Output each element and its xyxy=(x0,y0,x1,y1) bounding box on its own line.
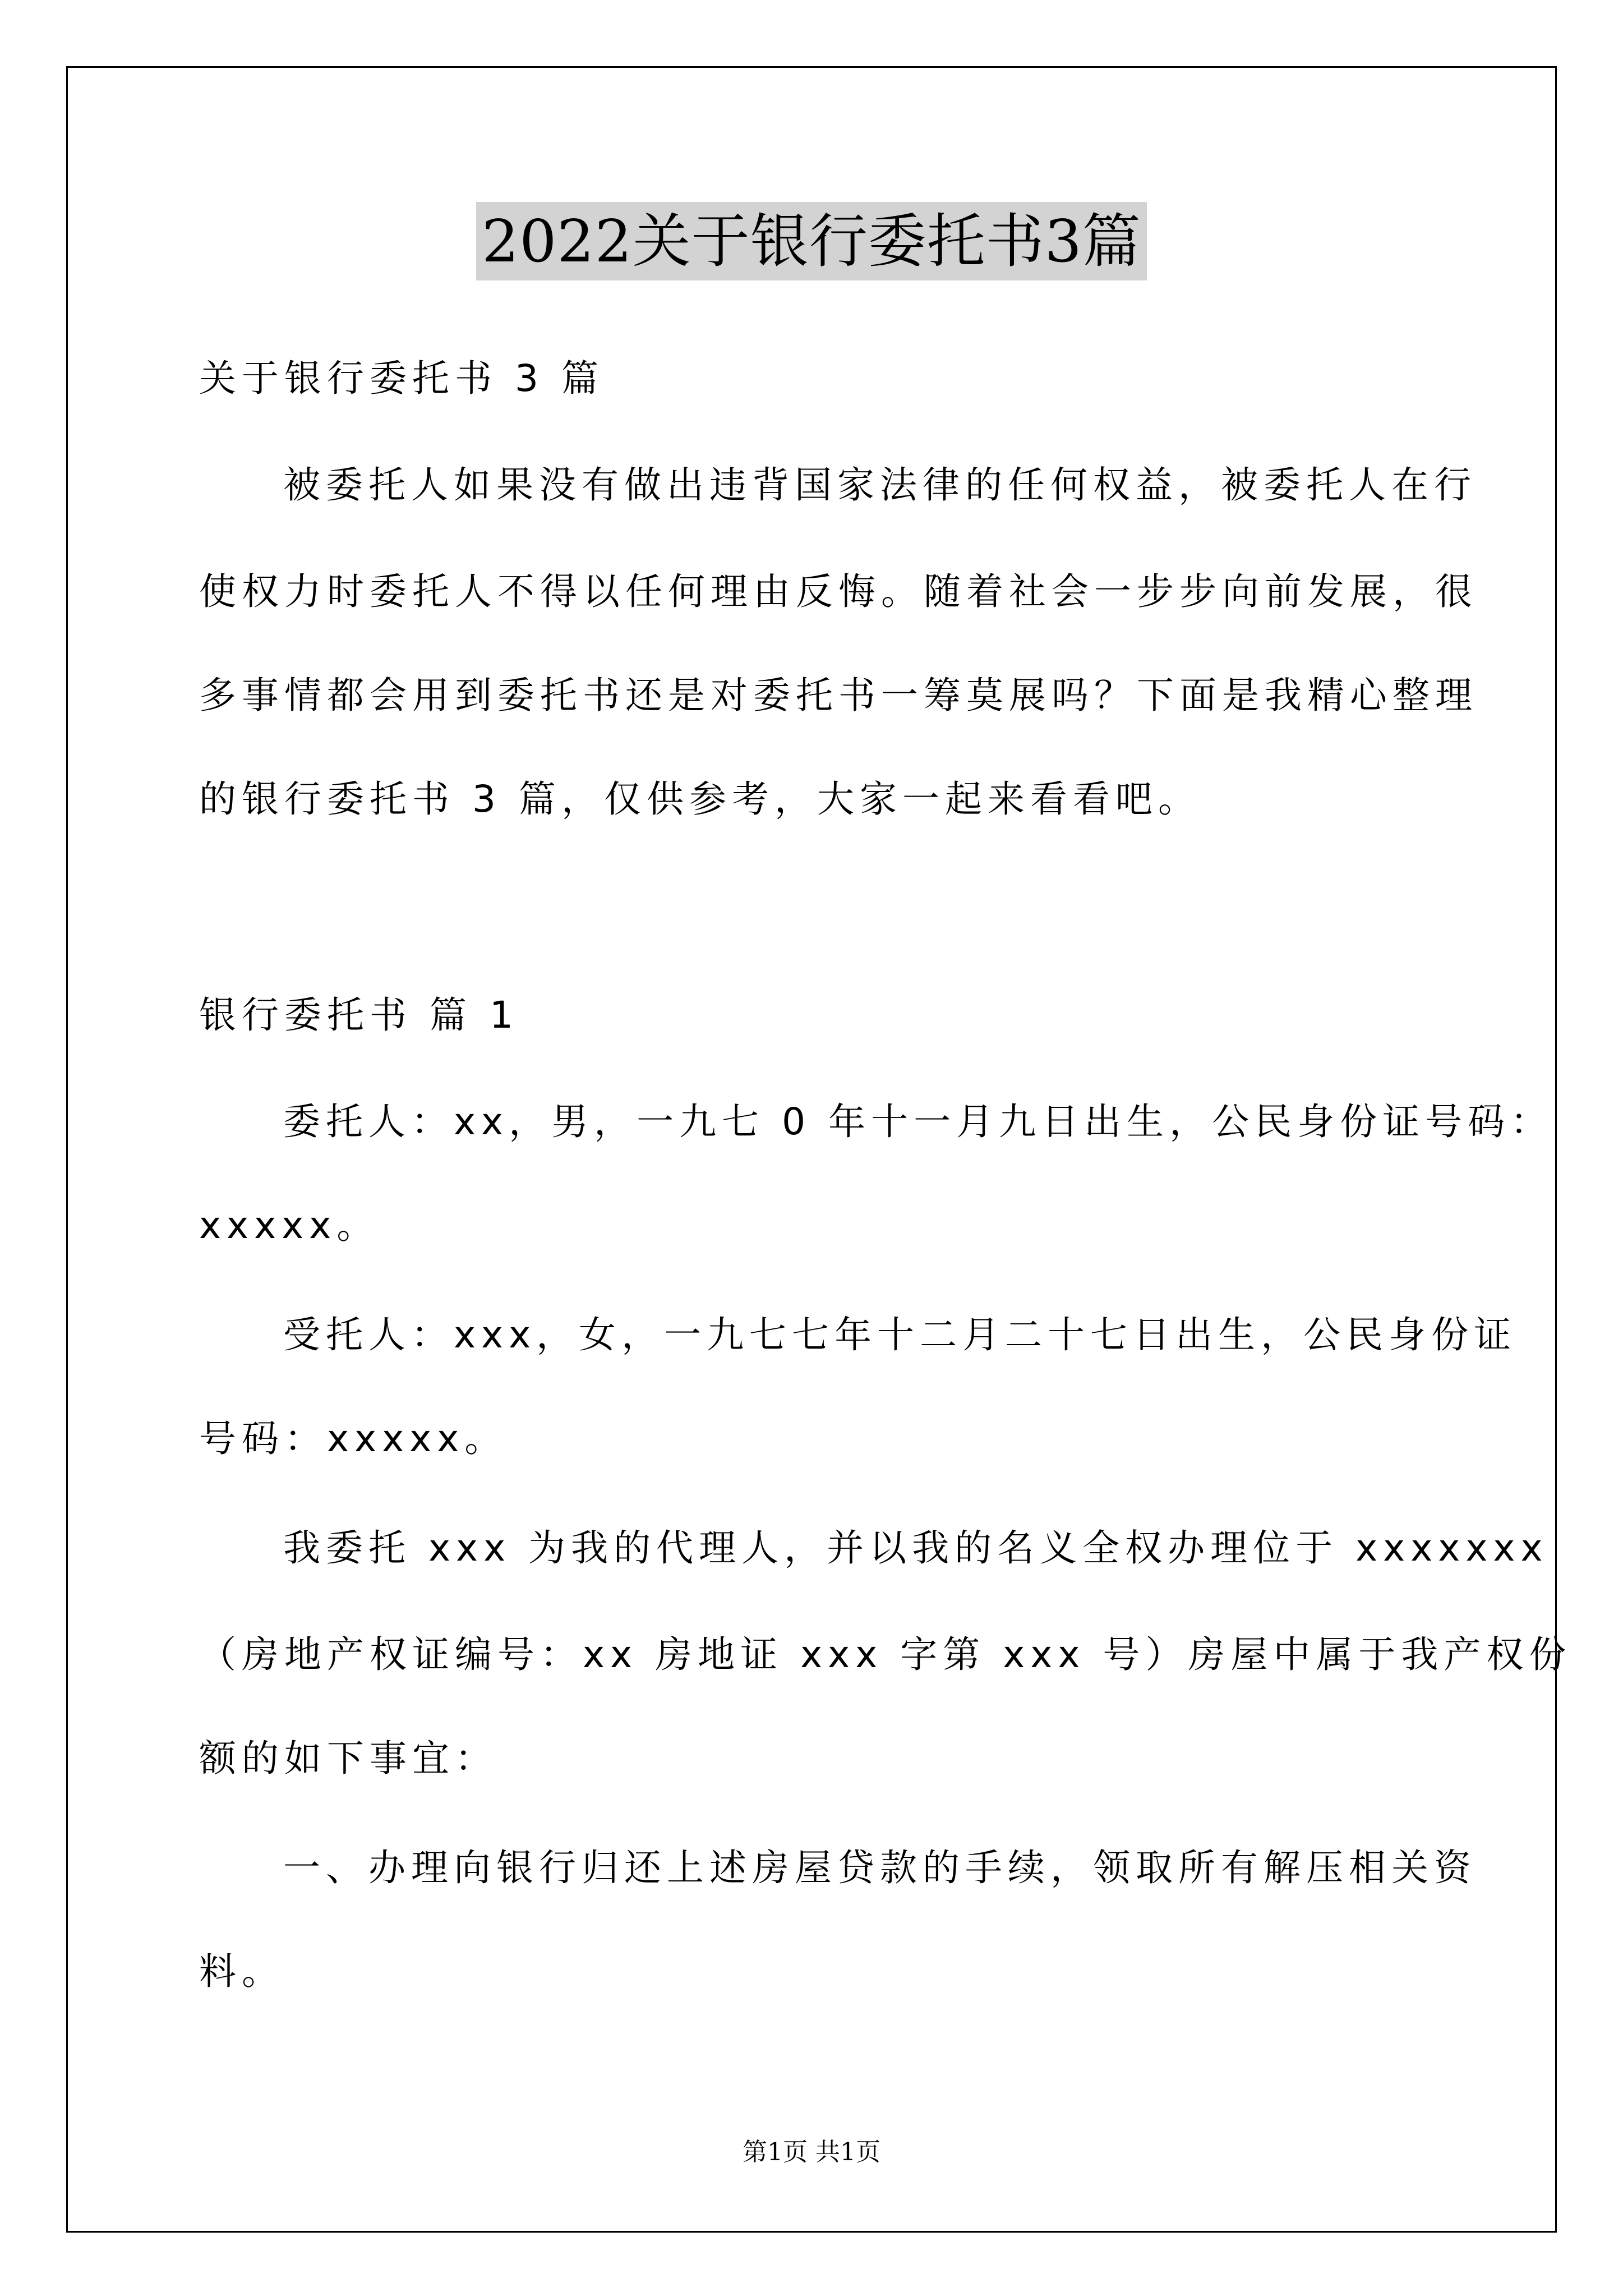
paragraph-line: xxxxx。 xyxy=(199,1204,380,1247)
subtitle-line: 关于银行委托书 3 篇 xyxy=(199,357,604,400)
paragraph-line: 号码：xxxxx。 xyxy=(199,1417,508,1460)
page-footer: 第1页 共1页 xyxy=(743,2138,880,2166)
paragraph-line: 委托人：xx，男，一九七 0 年十一月九日出生，公民身份证号码： xyxy=(283,1100,1553,1143)
paragraph-line: 多事情都会用到委托书还是对委托书一筹莫展吗？下面是我精心整理 xyxy=(199,674,1478,717)
paragraph-line: 一、办理向银行归还上述房屋贷款的手续，领取所有解压相关资 xyxy=(283,1846,1477,1889)
paragraph-line: 额的如下事宜： xyxy=(199,1737,497,1780)
paragraph-line: 被委托人如果没有做出违背国家法律的任何权益，被委托人在行 xyxy=(283,463,1477,507)
section-heading: 银行委托书 篇 1 xyxy=(199,993,519,1037)
title-container xyxy=(0,202,1623,280)
paragraph-line: 料。 xyxy=(199,1950,284,1993)
paragraph-line: 使权力时委托人不得以任何理由反悔。随着社会一步步向前发展，很 xyxy=(199,570,1478,613)
paragraph-line: 我委托 xxx 为我的代理人，并以我的名义全权办理位于 xxxxxxx xyxy=(283,1526,1548,1570)
paragraph-line: 的银行委托书 3 篇，仅供参考，大家一起来看看吧。 xyxy=(199,777,1201,821)
paragraph-line: 受托人：xxx，女，一九七七年十二月二十七日出生，公民身份证 xyxy=(283,1313,1517,1356)
paragraph-line: （房地产权证编号：xx 房地证 xxx 字第 xxx 号）房屋中属于我产权份 xyxy=(199,1633,1572,1676)
document-title: 2022关于银行委托书3篇 xyxy=(476,202,1147,280)
